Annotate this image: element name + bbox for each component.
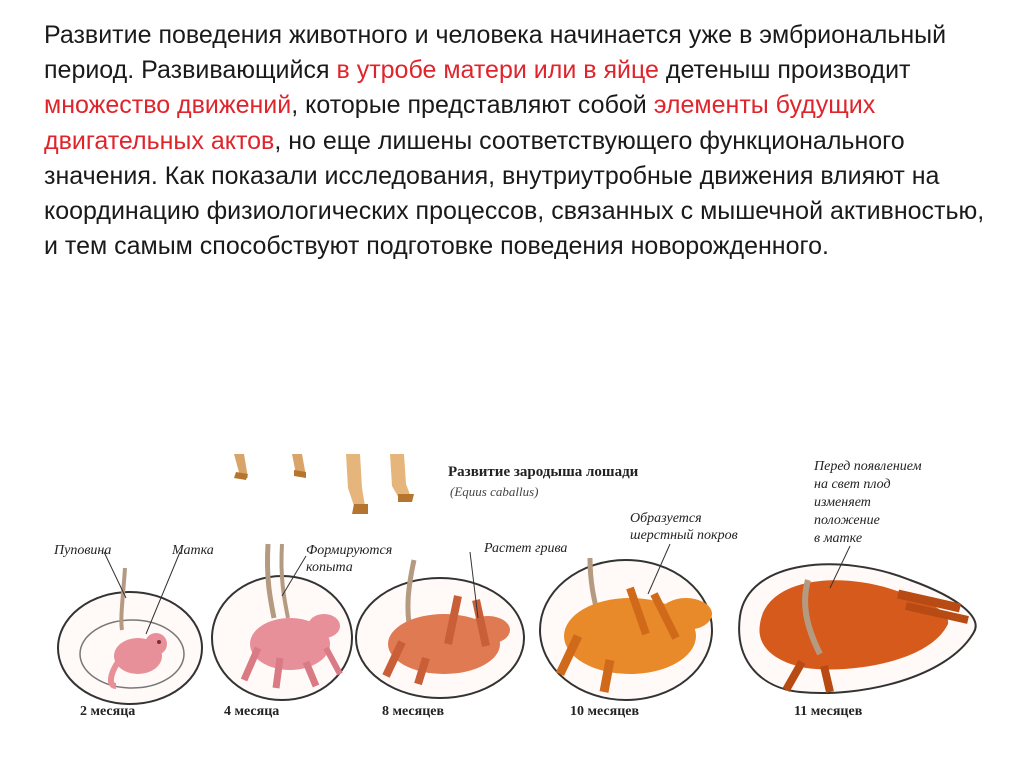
stage-10-months-drawing bbox=[540, 558, 712, 700]
stage-label: 2 месяца bbox=[80, 704, 136, 719]
stage-label: 8 месяцев bbox=[382, 704, 445, 719]
highlight-womb-or-egg: в утробе матери или в яйце bbox=[336, 56, 659, 85]
horse-embryo-figure bbox=[30, 448, 1000, 748]
stage-label: 10 месяцев bbox=[570, 704, 640, 719]
stage-11-months-drawing bbox=[739, 564, 975, 693]
body-paragraph bbox=[44, 18, 994, 264]
text-segment: , но еще лишены соответствующего функционального значения. Как показали исследования, внутриутробные движения влияют на координацию физиологических процессов, связанных с мышечной активностью, и тем самым способствуют подготовке поведения новорожденного. bbox=[44, 126, 985, 261]
caption-position-change: Перед появлением на свет плод изменяет положение в матке bbox=[814, 459, 922, 546]
stage-label: 11 месяцев bbox=[794, 704, 863, 719]
text-segment: Развитие поведения животного и человека начинается уже в эмбриональный период. Развивающийся bbox=[44, 21, 947, 85]
figure-title: Развитие зародыша лошади bbox=[448, 464, 639, 480]
highlight-motor-acts: элементы будущих двигательных актов bbox=[44, 91, 876, 155]
figure-subtitle: (Equus caballus) bbox=[450, 484, 539, 499]
caption-uterus: Матка bbox=[172, 543, 214, 558]
horse-legs-illustration bbox=[234, 454, 414, 514]
caption-umbilical-cord: Пуповина bbox=[54, 543, 112, 558]
text-segment: , которые представляют собой bbox=[291, 91, 654, 120]
stage-label: 4 месяца bbox=[224, 704, 280, 719]
highlight-many-movements: множество движений bbox=[44, 91, 292, 120]
caption-mane-grows: Растет грива bbox=[484, 541, 568, 556]
caption-coat-forms: Образуется шерстный покров bbox=[630, 511, 738, 543]
text-segment: детеныш производит bbox=[658, 56, 911, 85]
stage-8-months-drawing bbox=[356, 560, 524, 698]
caption-hooves-forming: Формируются копыта bbox=[306, 543, 393, 575]
stage-2-months-drawing bbox=[58, 568, 202, 704]
